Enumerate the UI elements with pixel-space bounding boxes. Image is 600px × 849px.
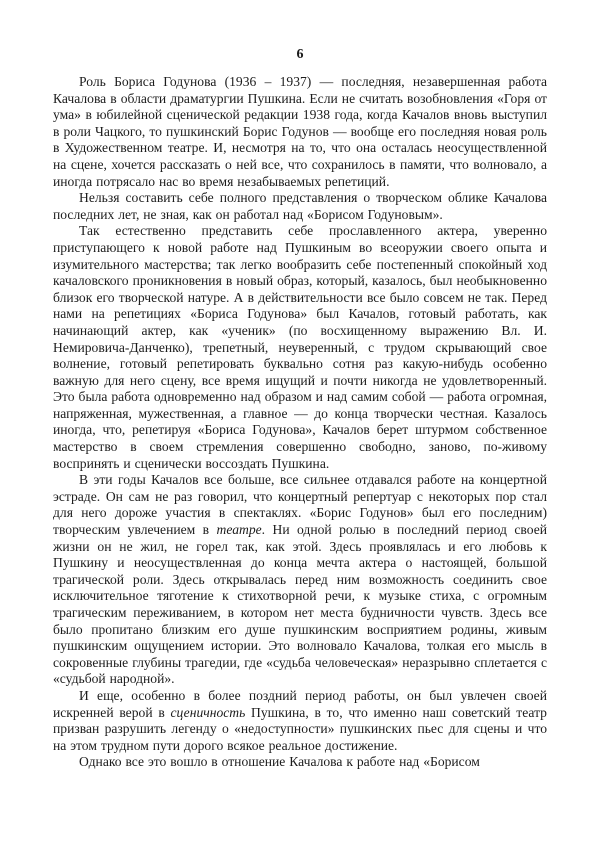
paragraph xyxy=(53,688,547,754)
italic-text-run: театре xyxy=(216,522,262,538)
paragraph xyxy=(53,472,547,688)
paragraph xyxy=(53,190,547,223)
page-number: 6 xyxy=(296,47,304,62)
paragraph xyxy=(53,74,547,190)
text-run: . Ни одной ролью в последний период своей жизни он не жил, не горел так, как этой. Здесь проявлялась и его любовь к Пушкину и неосуществленная до конца мечта актера о настоящей, большой трагической роли. Здесь открывалась перед ним возможность соединить свое исключительное тяготение к стихотворной речи, к музыке стиха, с огромным трагическим переживанием, в котором нет места будничности чувств. Здесь все было пропитано близким его душе пушкинским восприятием родины, живым пушкинским ощущением истории. Это волновало Качалова, толкая его мысль в сокровенные глубины трагедии, где «судьба человеческая» неразрывно сплетается с «судьбой народной». xyxy=(53,522,547,687)
text-run: Так естественно представить себе прославленного актера, уверенно приступающего к новой работе над Пушкиным во всеоружии своего опыта и изумительного мастерства; так легко вообразить себе постепенный спокойный ход качаловского проникновения в новый образ, который, казалось, был необыкновенно близок его творческой натуре. А в действительности все было совсем не так. Перед нами на репетициях «Бориса Годунова» был Качалов, готовый работать, как начинающий актер, как «ученик» (по восхищенному выражению Вл. И. Немировича-Данченко), трепетный, неуверенный, с трудом скрывающий свое волнение, готовый репетировать буквально сотня раз какую-нибудь особенно важную для него сцену, все время ищущий и почти никогда не удовлетворенный. Это была работа одновременно над образом и над самим собой — работа огромная, напряженная, мужественная, а главное — до конца творчески честная. Казалось иногда, что, репетируя «Бориса Годунова», Качалов берет штурмом собственное мастерство в своем стремления совершенно свободно, заново, по-живому воспринять и сценически воссоздать Пушкина. xyxy=(53,223,547,471)
italic-text-run: сценичность xyxy=(170,704,246,720)
paragraph xyxy=(53,754,547,771)
text-run: Однако все это вошло в отношение Качалова к работе над «Борисом xyxy=(79,754,480,770)
text-run: В эти годы Качалов все больше, все сильнее отдавался работе на концертной эстраде. Он сам не раз говорил, что концертный репертуар с некоторых пор стал для него дороже участия в спектаклях. «Борис Годунов» был его последним) творческим увлечением в xyxy=(53,472,547,538)
text-run: Нельзя составить себе полного представления о творческом облике Качалова последних лет, не зная, как он работал над «Борисом Годуновым». xyxy=(53,190,547,222)
page-body xyxy=(53,74,547,771)
paragraph xyxy=(53,223,547,472)
text-run: Роль Бориса Годунова (1936 – 1937) — последняя, незавершенная работа Качалова в области драматургии Пушкина. Если не считать возобновления «Горя от ума» в юбилейной сценической редакции 1938 года, когда Качалов вновь выступил в роли Чацкого, то пушкинский Борис Годунов — вообще его последняя новая роль в Художественном театре. И, несмотря на то, что она осталась неосуществленной на сцене, хочется рассказать о ней все, что сохранилось в памяти, что волновало, а иногда потрясало нас во время незабываемых репетиций. xyxy=(53,74,547,189)
text-run: И еще, особенно в более поздний период работы, он был увлечен своей искренней верой в xyxy=(53,687,547,720)
text-run: Пушкина, в то, что именно наш советский театр призван разрушить легенду о «недоступности» пушкинских пьес для сцены и что на этом трудном пути дорого всякое реальное достижение. xyxy=(53,704,547,753)
